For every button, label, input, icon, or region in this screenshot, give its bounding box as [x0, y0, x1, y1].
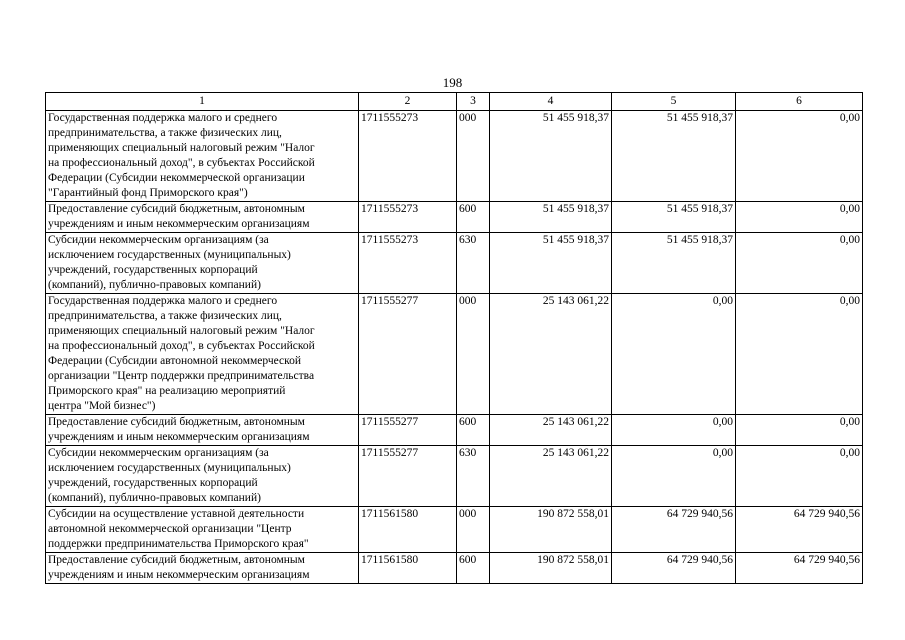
description-line: Предоставление субсидий бюджетным, автономным	[48, 203, 305, 215]
amount-col6-cell: 0,00	[736, 111, 863, 202]
description-line: центра "Мой бизнес")	[48, 400, 156, 412]
amount-col6-cell: 0,00	[736, 446, 863, 507]
target-code-cell: 1711561580	[359, 507, 457, 553]
table-row	[46, 507, 863, 553]
description-line: (компаний), публично-правовых компаний)	[48, 279, 261, 291]
amount-col5-cell: 64 729 940,56	[612, 553, 736, 584]
table-row	[46, 446, 863, 507]
description-line: предпринимательства, а также физических лиц,	[48, 127, 282, 139]
amount-col5-cell: 0,00	[612, 415, 736, 446]
description-cell	[46, 202, 359, 233]
description-line: Приморского края" на реализацию мероприятий	[48, 385, 286, 397]
description-line: исключением государственных (муниципальных)	[48, 249, 291, 261]
header-cell-4: 4	[490, 93, 612, 111]
header-cell-3: 3	[457, 93, 490, 111]
expense-type-cell: 600	[457, 553, 490, 584]
description-line: применяющих специальный налоговый режим "Налог	[48, 325, 315, 337]
table-row	[46, 415, 863, 446]
description-line: учреждениям и иным некоммерческим организациям	[48, 569, 310, 581]
description-line: Субсидии некоммерческим организациям (за	[48, 447, 269, 459]
description-line: Субсидии на осуществление уставной деятельности	[48, 508, 305, 520]
description-cell	[46, 415, 359, 446]
amount-col4-cell: 25 143 061,22	[490, 415, 612, 446]
budget-table	[45, 92, 863, 584]
amount-col5-cell: 0,00	[612, 294, 736, 415]
amount-col6-cell: 0,00	[736, 294, 863, 415]
description-line: автономной некоммерческой организации "Центр	[48, 523, 292, 535]
amount-col5-cell: 64 729 940,56	[612, 507, 736, 553]
expense-type-cell: 600	[457, 202, 490, 233]
amount-col6-cell: 0,00	[736, 415, 863, 446]
description-line: учреждений, государственных корпораций	[48, 477, 258, 489]
expense-type-cell: 630	[457, 446, 490, 507]
description-line: учреждений, государственных корпораций	[48, 264, 258, 276]
description-cell	[46, 507, 359, 553]
description-line: Субсидии некоммерческим организациям (за	[48, 234, 269, 246]
header-cell-6: 6	[736, 93, 863, 111]
amount-col4-cell: 25 143 061,22	[490, 446, 612, 507]
page-number: 198	[442, 75, 463, 90]
target-code-cell: 1711555273	[359, 111, 457, 202]
amount-col4-cell: 51 455 918,37	[490, 202, 612, 233]
amount-col5-cell: 51 455 918,37	[612, 233, 736, 294]
amount-col6-cell: 64 729 940,56	[736, 507, 863, 553]
header-row	[46, 93, 863, 111]
description-line: "Гарантийный фонд Приморского края")	[48, 187, 248, 199]
amount-col4-cell: 190 872 558,01	[490, 553, 612, 584]
amount-col6-cell: 0,00	[736, 233, 863, 294]
target-code-cell: 1711555273	[359, 202, 457, 233]
description-cell	[46, 446, 359, 507]
target-code-cell: 1711555277	[359, 446, 457, 507]
description-cell	[46, 111, 359, 202]
description-line: учреждениям и иным некоммерческим организациям	[48, 218, 310, 230]
amount-col4-cell: 190 872 558,01	[490, 507, 612, 553]
description-line: (компаний), публично-правовых компаний)	[48, 492, 261, 504]
header-cell-1: 1	[46, 93, 359, 111]
amount-col5-cell: 51 455 918,37	[612, 202, 736, 233]
description-line: учреждениям и иным некоммерческим организациям	[48, 431, 310, 443]
table-row	[46, 294, 863, 415]
amount-col5-cell: 0,00	[612, 446, 736, 507]
description-cell	[46, 294, 359, 415]
expense-type-cell: 600	[457, 415, 490, 446]
description-line: организации "Центр поддержки предпринимательства	[48, 370, 315, 382]
target-code-cell: 1711555273	[359, 233, 457, 294]
target-code-cell: 1711555277	[359, 294, 457, 415]
description-line: поддержки предпринимательства Приморского края"	[48, 538, 309, 550]
description-cell	[46, 553, 359, 584]
expense-type-cell: 000	[457, 507, 490, 553]
description-line: Федерации (Субсидии некоммерческой организации	[48, 172, 305, 184]
description-line: исключением государственных (муниципальных)	[48, 462, 291, 474]
expense-type-cell: 000	[457, 294, 490, 415]
description-line: Предоставление субсидий бюджетным, автономным	[48, 554, 305, 566]
description-line: Предоставление субсидий бюджетным, автономным	[48, 416, 305, 428]
target-code-cell: 1711555277	[359, 415, 457, 446]
amount-col4-cell: 51 455 918,37	[490, 233, 612, 294]
amount-col6-cell: 0,00	[736, 202, 863, 233]
description-line: на профессиональный доход", в субъектах Российской	[48, 157, 315, 169]
amount-col4-cell: 51 455 918,37	[490, 111, 612, 202]
table-row	[46, 202, 863, 233]
description-line: на профессиональный доход", в субъектах Российской	[48, 340, 315, 352]
description-line: Федерации (Субсидии автономной некоммерческой	[48, 355, 302, 367]
table-row	[46, 233, 863, 294]
target-code-cell: 1711561580	[359, 553, 457, 584]
description-line: Государственная поддержка малого и среднего	[48, 112, 278, 124]
description-line: применяющих специальный налоговый режим "Налог	[48, 142, 315, 154]
description-cell	[46, 233, 359, 294]
amount-col4-cell: 25 143 061,22	[490, 294, 612, 415]
table-row	[46, 111, 863, 202]
description-line: Государственная поддержка малого и среднего	[48, 295, 278, 307]
table-row	[46, 553, 863, 584]
header-cell-5: 5	[612, 93, 736, 111]
expense-type-cell: 000	[457, 111, 490, 202]
expense-type-cell: 630	[457, 233, 490, 294]
amount-col6-cell: 64 729 940,56	[736, 553, 863, 584]
header-cell-2: 2	[359, 93, 457, 111]
description-line: предпринимательства, а также физических лиц,	[48, 310, 282, 322]
amount-col5-cell: 51 455 918,37	[612, 111, 736, 202]
